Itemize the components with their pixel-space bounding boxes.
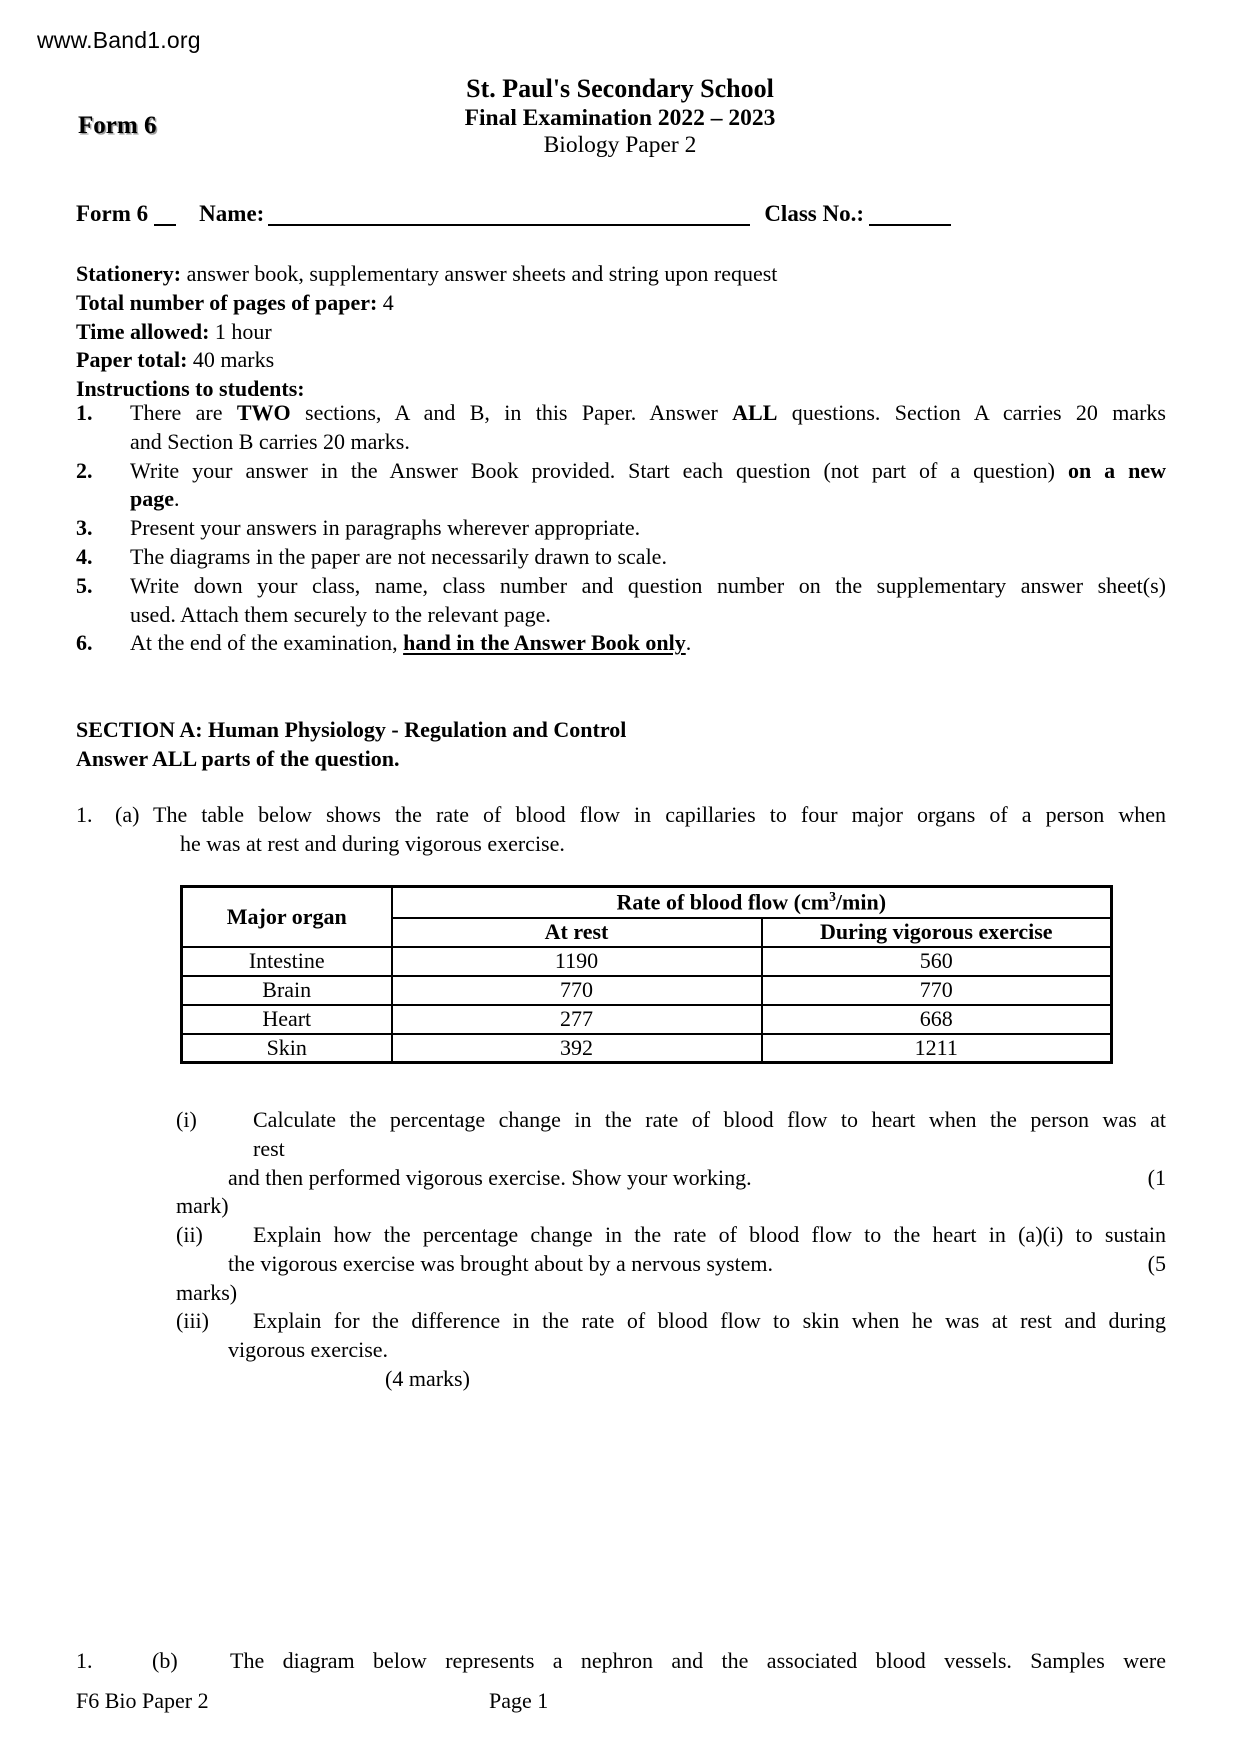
- text-run: There are: [130, 400, 237, 425]
- sub-question-text: Explain for the difference in the rate of blood flow to skin when he was at rest and during: [253, 1308, 1166, 1334]
- name-label: Name:: [199, 201, 265, 226]
- question-1b: [76, 1647, 1166, 1676]
- name-blank: [268, 218, 750, 226]
- table-row: [182, 976, 1112, 1005]
- question-part-label: (b): [152, 1648, 178, 1673]
- instruction-line: [130, 601, 1166, 630]
- instruction-number: 1.: [76, 400, 93, 425]
- instruction-number: 2.: [76, 457, 93, 483]
- at-rest-header-cell: At rest: [392, 918, 762, 947]
- question-text-line: he was at rest and during vigorous exercise.: [180, 830, 565, 856]
- sub-question-text: Calculate the percentage change in the rate of blood flow to heart when the person was at: [253, 1107, 1166, 1132]
- sub-question-line: [176, 1365, 1166, 1394]
- instruction-number: 6.: [76, 630, 93, 656]
- total-pages-line: [76, 289, 1166, 318]
- value-cell: 392: [392, 1034, 762, 1063]
- value-cell: 1190: [392, 947, 762, 976]
- flow-header-cell: [392, 887, 1112, 918]
- section-subtitle: Answer ALL parts of the question.: [76, 745, 400, 771]
- instruction-item: [76, 572, 1166, 630]
- exam-info-block: [76, 260, 1166, 404]
- organ-cell: Heart: [182, 1005, 392, 1034]
- exam-title: Final Examination 2022 – 2023: [464, 105, 776, 131]
- value-cell: 770: [762, 976, 1112, 1005]
- value-cell: 668: [762, 1005, 1112, 1034]
- marks-tag: (1: [1147, 1164, 1166, 1190]
- marks-tag: marks): [176, 1279, 238, 1305]
- marks-tag: mark): [176, 1193, 229, 1219]
- sub-question-line: [176, 1307, 1166, 1336]
- flow-header-text: /min): [835, 889, 887, 915]
- text-run: page: [130, 486, 174, 512]
- sub-question-line: [176, 1221, 1166, 1250]
- text-run: Stationery:: [76, 261, 182, 286]
- text-run: Total number of pages of paper:: [76, 289, 378, 315]
- value-cell: 770: [392, 976, 762, 1005]
- section-title: SECTION A: Human Physiology - Regulation and Control: [76, 717, 627, 742]
- time-allowed-line: [76, 318, 1166, 347]
- text-run: .: [685, 630, 692, 656]
- text-run: At the end of the examination,: [130, 630, 404, 656]
- text-run: 1 hour: [209, 318, 272, 344]
- text-run: Paper total:: [76, 347, 188, 373]
- paper-title: Biology Paper 2: [543, 132, 697, 158]
- text-run: questions. Section A carries 20 marks: [777, 400, 1166, 425]
- text-run: 4: [377, 289, 394, 315]
- question-number: 1.: [76, 1648, 93, 1673]
- instruction-item: [76, 457, 1166, 515]
- sub-question-marker: (ii): [176, 1222, 203, 1248]
- marks-tag: (5: [1147, 1250, 1166, 1276]
- instruction-number: 5.: [76, 572, 93, 598]
- sub-question-text: rest: [253, 1135, 285, 1161]
- text-run: on a new: [1067, 457, 1166, 483]
- organ-cell: Intestine: [182, 947, 392, 976]
- table-row: [182, 1005, 1112, 1034]
- text-run: used. Attach them securely to the relevant page.: [130, 601, 551, 627]
- organ-cell: Brain: [182, 976, 392, 1005]
- instruction-line: [130, 399, 1166, 428]
- school-name: St. Paul's Secondary School: [466, 74, 774, 103]
- form-blank: [154, 218, 176, 226]
- watermark-text: www.Band1.org: [37, 27, 201, 53]
- instruction-line: [130, 457, 1166, 486]
- text-run: sections, A and B, in this Paper. Answer: [290, 400, 733, 425]
- text-run: Write down your class, name, class number and question number on the supplementary answer sheet(s): [130, 572, 1166, 598]
- value-cell: 277: [392, 1005, 762, 1034]
- instructions-list: [76, 399, 1166, 658]
- text-run: Instructions to students:: [76, 376, 305, 402]
- text-run: hand in the Answer Book only: [403, 630, 686, 656]
- instruction-line: [130, 428, 1166, 457]
- sub-question-marker: (iii): [176, 1308, 209, 1334]
- sub-question-line: [176, 1192, 1166, 1221]
- footer-page-number: Page 1: [489, 1688, 549, 1713]
- blood-flow-table: [180, 885, 1113, 1064]
- sub-question-text: and then performed vigorous exercise. Show your working.: [228, 1164, 752, 1190]
- form-level-label: Form 6: [78, 112, 157, 139]
- text-run: and Section B carries 20 marks.: [130, 428, 410, 454]
- sub-question-marker: (i): [176, 1107, 197, 1132]
- table-row: [182, 947, 1112, 976]
- instruction-line: [130, 543, 1166, 572]
- table-header-row: [182, 887, 1112, 918]
- instruction-line: [130, 514, 1166, 543]
- instruction-number: 4.: [76, 543, 93, 569]
- value-cell: 560: [762, 947, 1112, 976]
- candidate-form-label: Form 6: [76, 201, 149, 226]
- sub-question-line: [176, 1279, 1166, 1308]
- instruction-line: [130, 485, 1166, 514]
- text-run: Time allowed:: [76, 318, 210, 344]
- stationery-line: [76, 260, 1166, 289]
- marks-tag: (4 marks): [385, 1365, 470, 1391]
- paper-total-line: [76, 346, 1166, 375]
- text-run: 40 marks: [187, 347, 275, 373]
- page-footer: [76, 1687, 1166, 1716]
- flow-header-text: Rate of blood flow (cm: [616, 889, 830, 915]
- class-no-label: Class No.:: [764, 201, 864, 226]
- question-part-label: (a): [115, 802, 140, 827]
- question-text-line: The diagram below represents a nephron and the associated blood vessels. Samples were: [230, 1648, 1166, 1673]
- table-row: [182, 1034, 1112, 1063]
- sub-question-text: the vigorous exercise was brought about by a nervous system.: [228, 1250, 773, 1276]
- instruction-item: [76, 543, 1166, 572]
- text-run: TWO: [236, 400, 291, 425]
- flow-header-sup: 3: [829, 889, 836, 905]
- sub-question-text: Explain how the percentage change in the rate of blood flow to the heart in (a)(i) to sustain: [253, 1222, 1166, 1248]
- question-1a: [76, 801, 1166, 859]
- instruction-item: [76, 514, 1166, 543]
- sub-question-line: [176, 1106, 1166, 1135]
- instruction-line: [130, 572, 1166, 601]
- text-run: ALL: [732, 400, 778, 425]
- footer-paper-code: F6 Bio Paper 2: [76, 1688, 209, 1713]
- sub-question-line: [176, 1135, 1166, 1164]
- exercise-header-cell: During vigorous exercise: [762, 918, 1112, 947]
- instruction-number: 3.: [76, 515, 93, 541]
- organ-header-cell: Major organ: [182, 887, 392, 947]
- instruction-item: [76, 629, 1166, 658]
- sub-question-line: [176, 1164, 1166, 1193]
- text-run: answer book, supplementary answer sheets and string upon request: [181, 261, 778, 286]
- text-run: The diagrams in the paper are not necessarily drawn to scale.: [130, 543, 667, 569]
- instruction-item: [76, 399, 1166, 457]
- text-run: Write your answer in the Answer Book provided. Start each question (not part of a question): [130, 457, 1068, 483]
- section-a-heading: [76, 716, 1166, 774]
- question-number: 1.: [76, 802, 93, 827]
- value-cell: 1211: [762, 1034, 1112, 1063]
- question-text-line: The table below shows the rate of blood flow in capillaries to four major organs of a person when: [153, 802, 1166, 827]
- text-run: .: [174, 486, 180, 512]
- sub-question-text: vigorous exercise.: [228, 1337, 389, 1363]
- text-run: Present your answers in paragraphs wherever appropriate.: [130, 515, 641, 541]
- sub-question-line: [176, 1250, 1166, 1279]
- sub-question-line: [176, 1336, 1166, 1365]
- candidate-line: [76, 197, 1166, 227]
- instruction-line: [130, 629, 1166, 658]
- organ-cell: Skin: [182, 1034, 392, 1063]
- class-no-blank: [869, 218, 951, 226]
